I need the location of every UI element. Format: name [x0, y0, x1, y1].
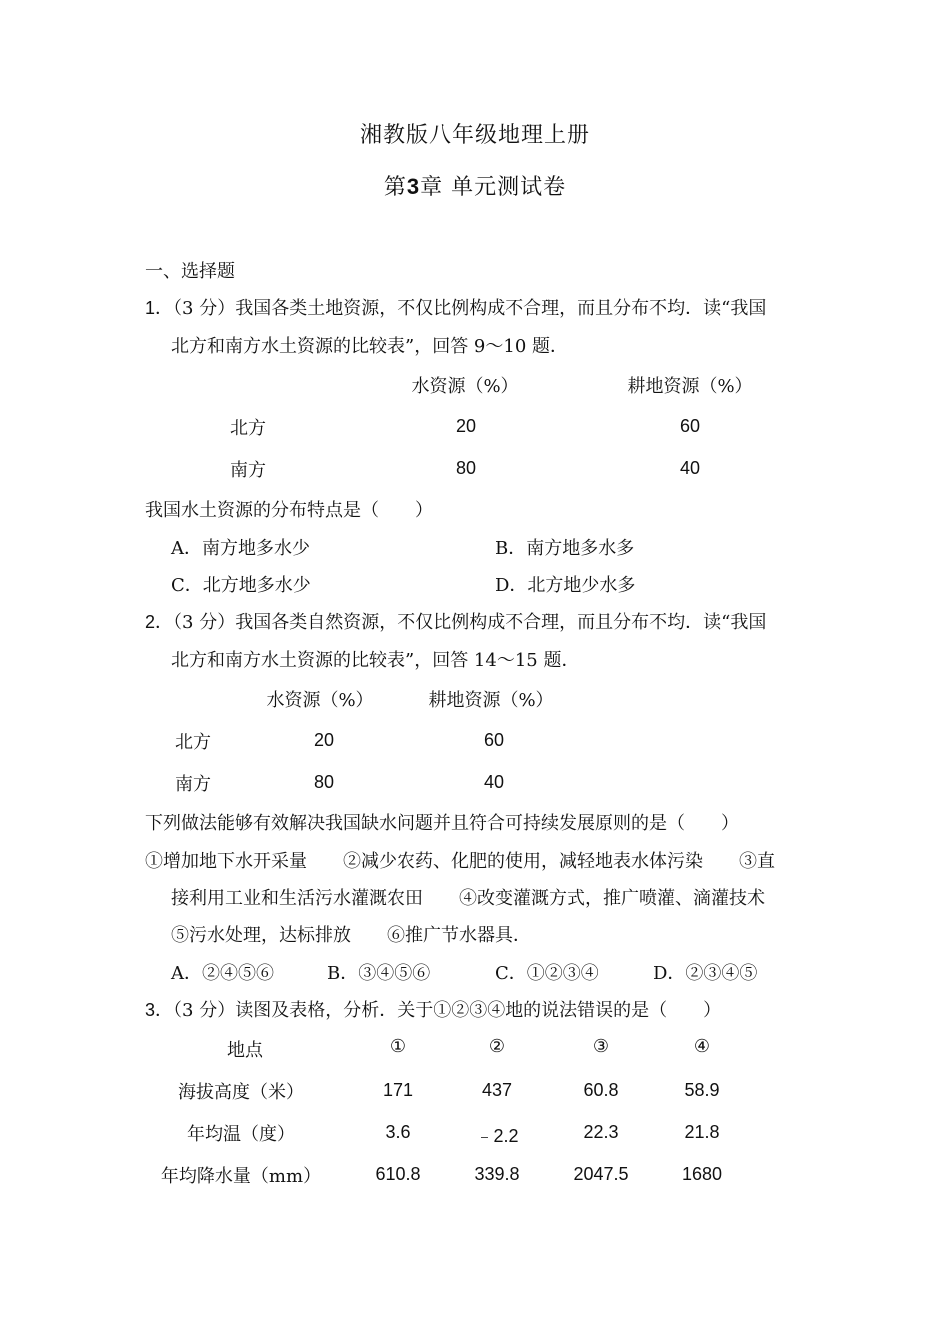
q3-header-cell: ④ — [693, 1036, 711, 1057]
q3-number: 3． — [145, 1000, 174, 1020]
q3-header-cell: ① — [389, 1036, 407, 1057]
q2-table-header-water: 水资源（%） — [266, 690, 374, 711]
section-heading: 一、选择题 — [145, 261, 235, 282]
q2-row-label: 北方 — [175, 732, 211, 753]
q1-stem-line2: 北方和南方水土资源的比较表”，回答 9～10 题． — [171, 336, 568, 357]
q2-cell: 80 — [313, 772, 335, 792]
q1-cell: 60 — [679, 416, 701, 436]
q2-option-c[interactable]: C．①②③④ — [495, 963, 599, 984]
q3-header-label: 地点 — [227, 1040, 263, 1061]
q2-items-line2: 接利用工业和生活污水灌溉农田 ④改变灌溉方式，推广喷灌、滴灌技术 — [171, 888, 765, 909]
q3-cell: 58.9 — [684, 1080, 720, 1100]
chapter-number: 3 — [406, 174, 421, 199]
q3-cell: ﹣2.2 — [475, 1126, 519, 1146]
q3-row-label: 年均温（度） — [187, 1124, 295, 1145]
q1-row-label: 北方 — [230, 418, 266, 439]
q2-option-d[interactable]: D．②③④⑤ — [653, 963, 758, 984]
q2-number: 2． — [145, 612, 174, 632]
q3-header-cell: ② — [488, 1036, 506, 1057]
q2-items-line1: ①增加地下水开采量 ②减少农药、化肥的使用，减轻地表水体污染 ③直 — [145, 851, 775, 872]
q1-stem-line1 — [145, 294, 766, 320]
q3-cell: 60.8 — [583, 1080, 619, 1100]
q3-cell: 171 — [382, 1080, 414, 1100]
page-title — [360, 118, 590, 149]
q3-stem-text: （3 分）读图及表格，分析．关于①②③④地的说法错误的是（ ） — [173, 1000, 722, 1021]
q1-row-label: 南方 — [230, 460, 266, 481]
q1-cell: 80 — [455, 458, 477, 478]
q1-option-b[interactable]: B．南方地多水多 — [495, 538, 635, 559]
q2-cell: 40 — [483, 772, 505, 792]
q3-row-label: 年均降水量（mm） — [160, 1166, 322, 1187]
subtitle-prefix: 第 — [383, 175, 407, 200]
subtitle-suffix: 章 单元测试卷 — [420, 175, 567, 200]
q1-stem-text1: （3 分）我国各类土地资源，不仅比例构成不合理，而且分布不均．读“我国 — [173, 298, 767, 319]
q1-cell: 40 — [679, 458, 701, 478]
q3-row-label: 海拔高度（米） — [178, 1082, 304, 1103]
q1-option-a[interactable]: A．南方地多水少 — [171, 538, 310, 559]
q3-cell: 437 — [481, 1080, 513, 1100]
q2-stem-line1 — [145, 608, 766, 634]
q2-items-line3: ⑤污水处理，达标排放 ⑥推广节水器具． — [171, 925, 531, 946]
q1-option-c[interactable]: C．北方地多水少 — [171, 575, 311, 596]
q2-stem-text1: （3 分）我国各类自然资源，不仅比例构成不合理，而且分布不均．读“我国 — [173, 612, 767, 633]
q1-option-d[interactable]: D．北方地少水多 — [495, 575, 636, 596]
q3-header-cell: ③ — [592, 1036, 610, 1057]
q1-table-header-water: 水资源（%） — [411, 376, 519, 397]
q1-table-header-land: 耕地资源（%） — [627, 376, 753, 397]
q3-cell: 2047.5 — [573, 1164, 629, 1184]
page-subtitle — [384, 170, 566, 201]
q3-cell: 339.8 — [474, 1164, 520, 1184]
q2-question: 下列做法能够有效解决我国缺水问题并且符合可持续发展原则的是（ ） — [145, 813, 739, 834]
q1-cell: 20 — [455, 416, 477, 436]
q2-cell: 20 — [313, 730, 335, 750]
q2-option-b[interactable]: B．③④⑤⑥ — [327, 963, 431, 984]
q3-cell: 3.6 — [385, 1122, 411, 1142]
q2-cell: 60 — [483, 730, 505, 750]
q3-cell: 22.3 — [583, 1122, 619, 1142]
q3-cell: 610.8 — [375, 1164, 421, 1184]
q3-cell: 1680 — [681, 1164, 723, 1184]
q1-number: 1． — [145, 298, 174, 318]
q2-row-label: 南方 — [175, 774, 211, 795]
q3-stem — [145, 996, 721, 1022]
q3-cell: 21.8 — [684, 1122, 720, 1142]
title-line1: 湘教版八年级地理上册 — [359, 123, 591, 148]
q2-stem-line2: 北方和南方水土资源的比较表”，回答 14～15 题． — [171, 650, 580, 671]
q2-table-header-land: 耕地资源（%） — [428, 690, 554, 711]
q2-option-a[interactable]: A．②④⑤⑥ — [171, 963, 274, 984]
q1-question: 我国水土资源的分布特点是（ ） — [145, 500, 433, 521]
